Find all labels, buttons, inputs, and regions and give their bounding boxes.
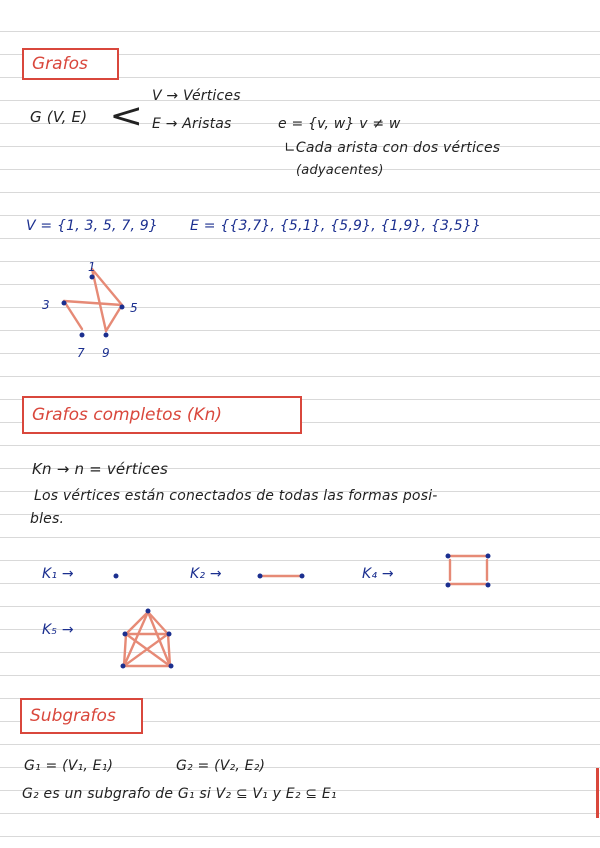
margin-mark — [596, 768, 599, 818]
edge-3-7 — [64, 301, 82, 329]
vertex-label-5: 5 — [130, 301, 138, 315]
k5-edge-2 — [148, 612, 168, 634]
section-title-subgrafos-text: Subgrafos — [30, 706, 116, 726]
k4-vertex-tl — [446, 554, 451, 559]
k5-label: K₅ → — [42, 622, 74, 638]
vertex-label-7: 7 — [77, 346, 85, 360]
section-title-grafos — [22, 48, 119, 80]
section-title-grafos-completos — [22, 396, 302, 434]
g2-definition: G₂ = (V₂, E₂) — [176, 758, 266, 774]
vertices-line: V → Vértices — [152, 88, 241, 104]
edge-5-9 — [106, 305, 122, 331]
example-graph — [30, 255, 150, 365]
k2-vertex-a — [258, 574, 263, 579]
edge-set-definition: e = {v, w} v ≠ w — [278, 116, 401, 132]
k5-graph — [114, 604, 180, 670]
vertex-3 — [62, 301, 67, 306]
k5-vertex-top — [146, 609, 151, 614]
k4-vertex-tr — [486, 554, 491, 559]
k2-label: K₂ → — [190, 566, 222, 582]
vertex-set-definition: V = {1, 3, 5, 7, 9} — [26, 218, 158, 234]
vertex-5 — [120, 305, 125, 310]
k1-graph — [108, 566, 128, 586]
vertex-1 — [90, 275, 95, 280]
edges-line: E → Aristas — [152, 116, 232, 132]
definition-bracket: < — [109, 96, 144, 136]
k4-vertex-br — [486, 583, 491, 588]
kn-definition: Kn → n = vértices — [32, 460, 169, 478]
section-title-subgrafos — [20, 698, 143, 734]
g1-definition: G₁ = (V₁, E₁) — [24, 758, 114, 774]
k4-vertex-bl — [446, 583, 451, 588]
edge-set-example: E = {{3,7}, {5,1}, {5,9}, {1,9}, {3,5}} — [190, 218, 482, 234]
k5-vertex-left — [123, 632, 128, 637]
k2-vertex-b — [300, 574, 305, 579]
k1-label: K₁ → — [42, 566, 74, 582]
vertex-9 — [104, 333, 109, 338]
k2-graph — [254, 566, 314, 586]
subgraph-statement: G₂ es un subgrafo de G₁ si V₂ ⊆ V₁ y E₂ ⊆ E₁ — [22, 786, 337, 802]
k5-vertex-bottom-left — [121, 664, 126, 669]
k5-vertex-bottom-right — [169, 664, 174, 669]
k5-vertex-right — [167, 632, 172, 637]
vertex-label-9: 9 — [102, 346, 110, 360]
vertex-7 — [80, 333, 85, 338]
edge-note-line1: ∟Cada arista con dos vértices — [284, 140, 501, 156]
k1-vertex — [114, 574, 119, 579]
k4-label: K₄ → — [362, 566, 394, 582]
k5-edge-1 — [126, 612, 148, 634]
graph-definition: G (V, E) — [30, 108, 88, 126]
edge-3-5 — [64, 301, 122, 305]
section-title-grafos-text: Grafos — [32, 54, 88, 74]
kn-description-line2: bles. — [30, 511, 65, 527]
k4-graph — [440, 548, 500, 592]
vertex-label-1: 1 — [88, 260, 96, 274]
kn-description-line1: Los vértices están conectados de todas las formas posi- — [34, 488, 438, 504]
section-title-grafos-completos-text: Grafos completos (Kn) — [32, 405, 223, 425]
vertex-label-3: 3 — [42, 298, 50, 312]
edge-note-line2: (adyacentes) — [296, 163, 384, 178]
